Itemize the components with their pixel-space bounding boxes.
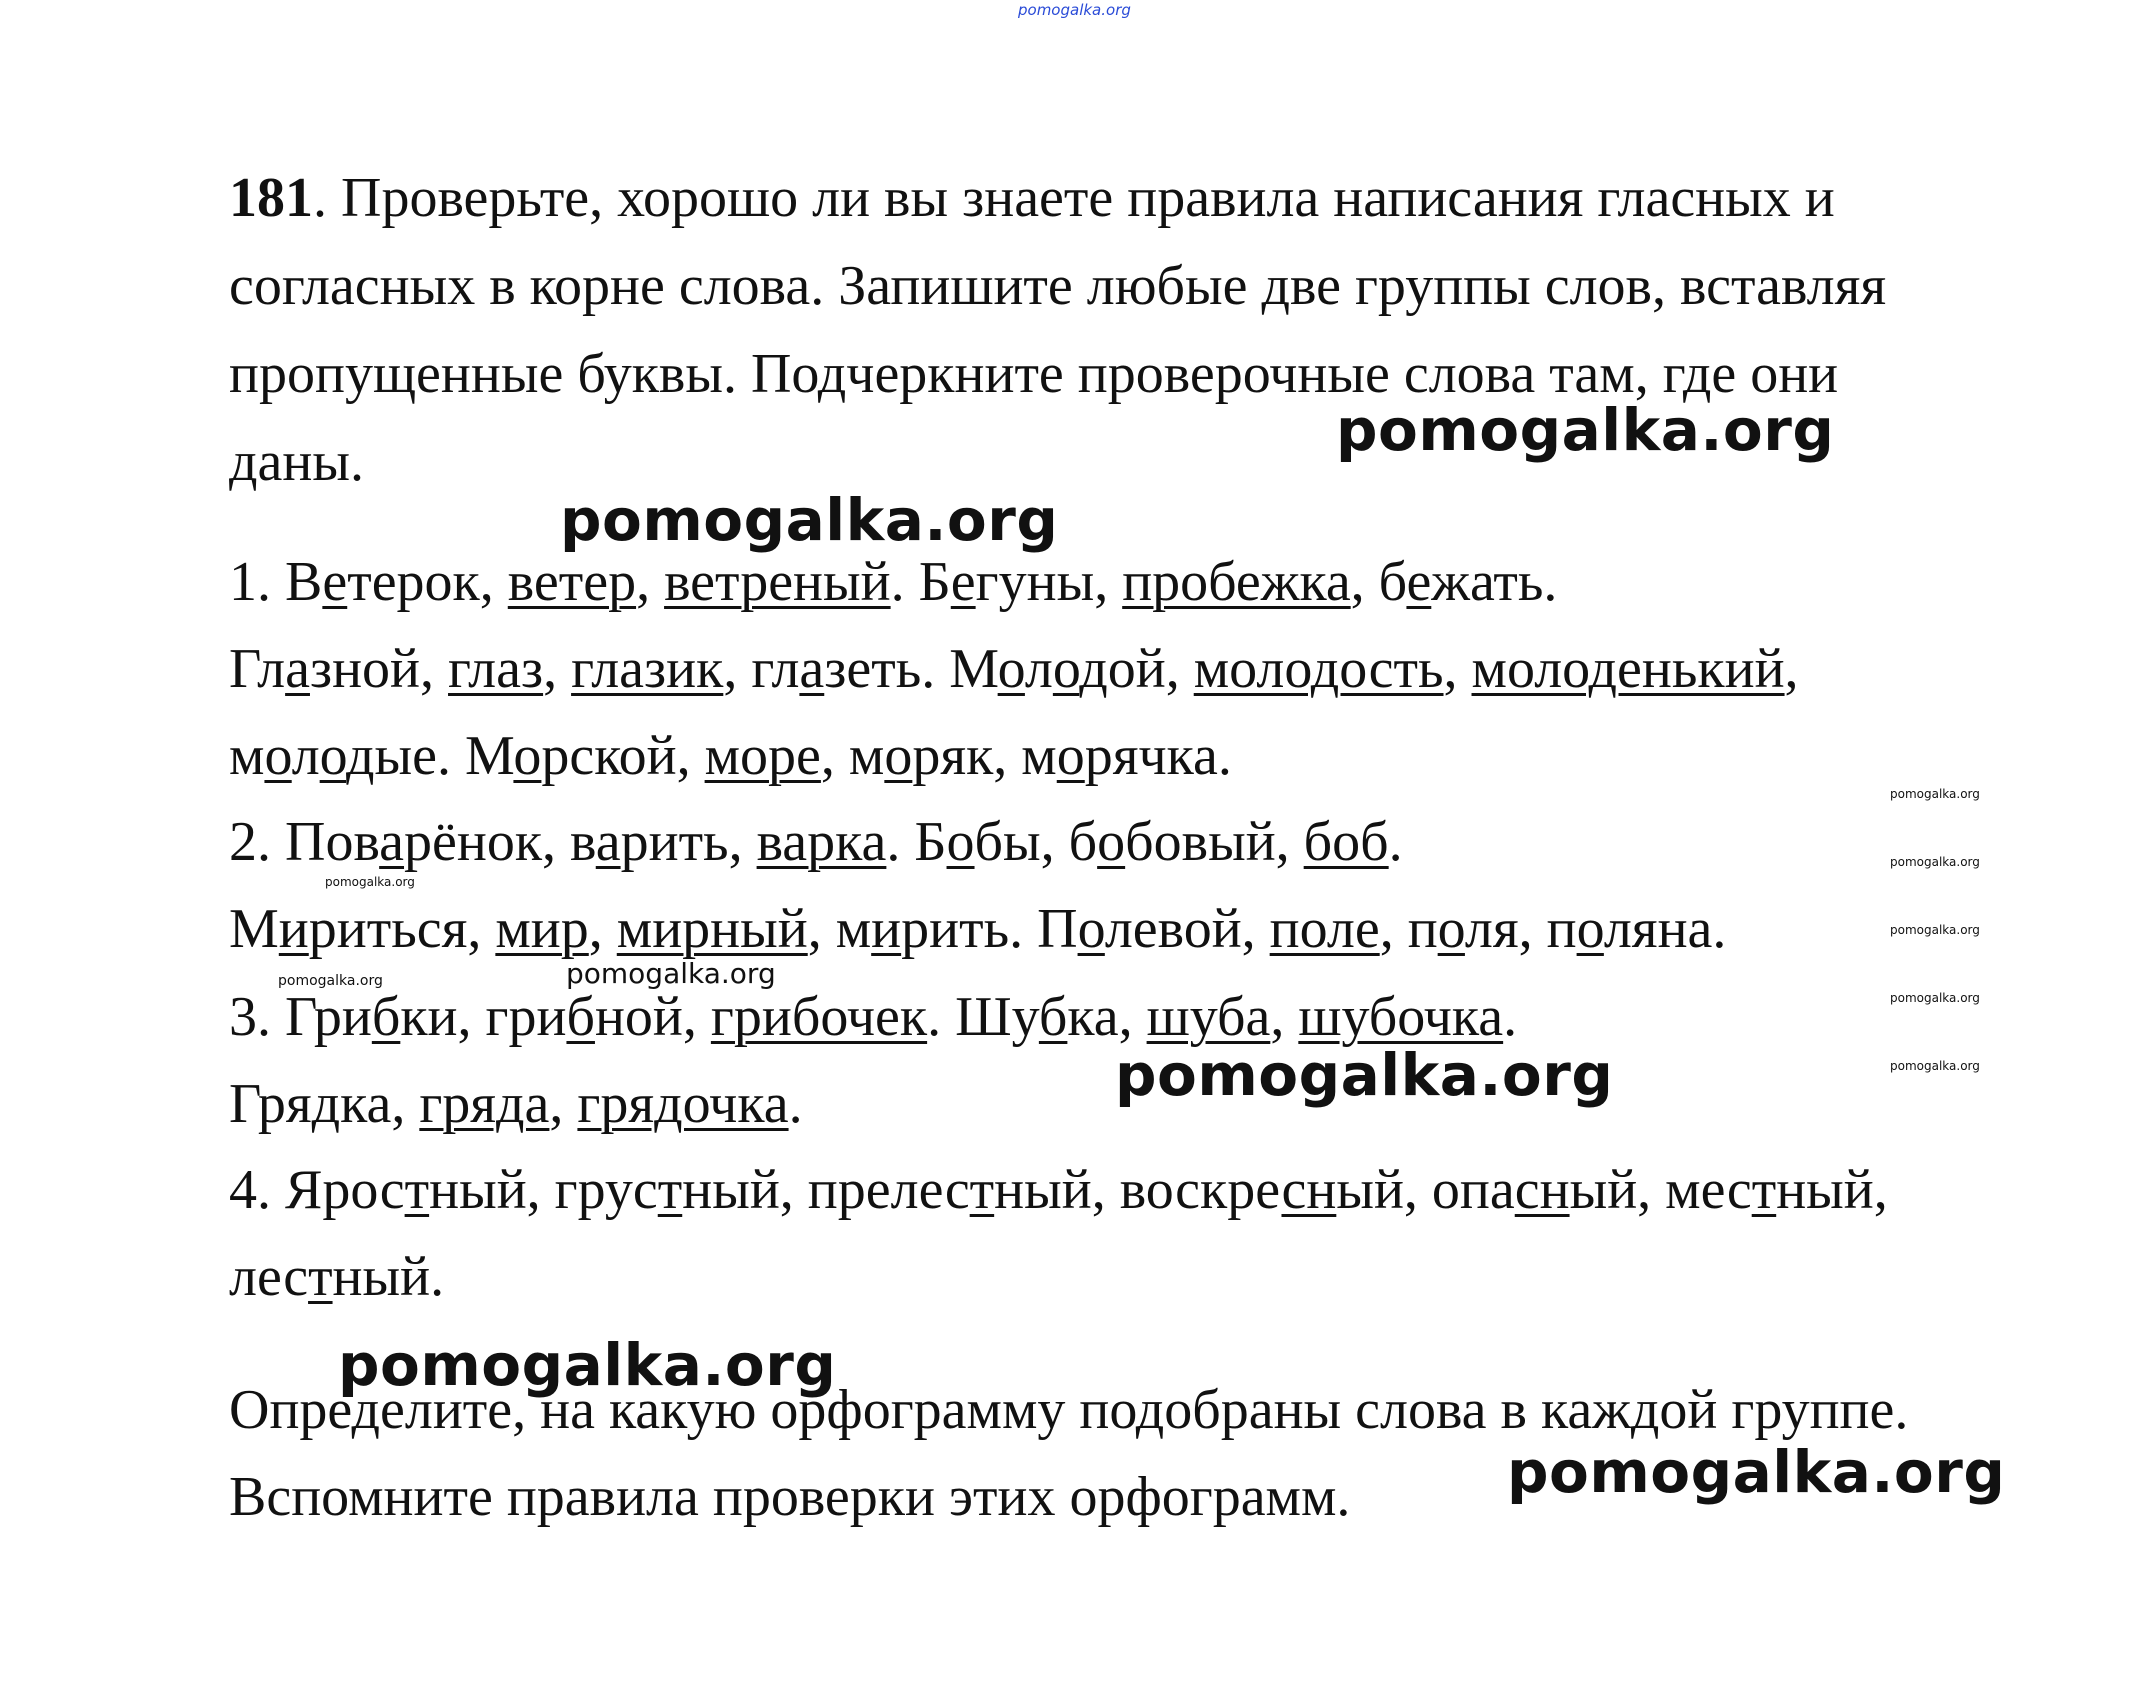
- text-segment: ка,: [340, 1073, 420, 1135]
- closing-line-2: Вспомните правила проверки этих орфограмм.: [229, 1466, 1351, 1528]
- underlined-segment: о: [1077, 898, 1105, 960]
- underlined-segment: т: [969, 1159, 995, 1221]
- text-segment: Гря: [229, 1073, 312, 1135]
- text-segment: 1. В: [229, 551, 323, 613]
- text-segment: ,: [1443, 638, 1472, 700]
- text-segment: ляна.: [1603, 898, 1727, 960]
- text-segment: , м: [807, 898, 872, 960]
- task-intro-line-4: даны.: [229, 431, 364, 493]
- text-segment: ый, мес: [1569, 1159, 1752, 1221]
- text-segment: рить. П: [901, 898, 1078, 960]
- text-segment: ки, гри: [400, 986, 567, 1048]
- answer-line: [229, 550, 1557, 614]
- answer-line: [229, 637, 1799, 701]
- underlined-segment: грядочка: [577, 1073, 789, 1135]
- text-segment: , п: [1379, 898, 1438, 960]
- answer-line: [229, 724, 1232, 788]
- watermark-large: pomogalka.org: [338, 1331, 837, 1399]
- text-segment: .: [1503, 986, 1518, 1048]
- underlined-segment: море: [704, 725, 821, 787]
- answer-line: [229, 897, 1726, 961]
- underlined-segment: поле: [1269, 898, 1380, 960]
- watermark-small: pomogalka.org: [1890, 855, 1980, 869]
- underlined-segment: т: [657, 1159, 683, 1221]
- text-segment: рячка.: [1084, 725, 1232, 787]
- answer-line: [229, 1158, 1888, 1222]
- underlined-segment: глаз: [448, 638, 544, 700]
- answer-line: [229, 985, 1517, 1049]
- text-segment: ,: [1784, 638, 1799, 700]
- text-segment: с: [379, 1159, 405, 1221]
- underlined-segment: б: [566, 986, 595, 1048]
- task-intro-line-2: согласных в корне слова. Запишите любые две группы слов, вставляя: [229, 255, 1887, 317]
- text-segment: ,: [543, 638, 572, 700]
- text-segment: ,: [588, 898, 617, 960]
- text-segment: . Б: [890, 551, 951, 613]
- text-segment: бы, б: [974, 811, 1098, 873]
- underlined-segment: ветреный: [664, 551, 891, 613]
- underlined-segment: молоденький: [1471, 638, 1785, 700]
- underlined-segment: а: [379, 811, 405, 873]
- underlined-segment: и: [871, 898, 902, 960]
- underlined-segment: мирный: [616, 898, 808, 960]
- underlined-segment: б: [371, 986, 401, 1048]
- underlined-segment: о: [1576, 898, 1604, 960]
- watermark-small: pomogalka.org: [278, 973, 383, 989]
- underlined-segment: мир: [495, 898, 589, 960]
- text-segment: ,: [636, 551, 665, 613]
- answer-line: [229, 1245, 444, 1309]
- text-segment: ный, гру: [429, 1159, 633, 1221]
- text-segment: ый, опа: [1336, 1159, 1515, 1221]
- answer-line: [229, 810, 1403, 874]
- text-segment: рёнок, в: [404, 811, 596, 873]
- underlined-segment: шуба: [1146, 986, 1271, 1048]
- watermark-small: pomogalka.org: [1890, 1059, 1980, 1073]
- text-segment: лес: [229, 1246, 309, 1308]
- underlined-segment: о: [946, 811, 975, 873]
- underlined-segment: о: [264, 725, 292, 787]
- text-segment: ка,: [1067, 986, 1147, 1048]
- text-segment: терок,: [347, 551, 508, 613]
- text-segment: .: [1388, 811, 1403, 873]
- underlined-segment: а: [285, 638, 310, 700]
- underlined-segment: молодость: [1193, 638, 1444, 700]
- text-segment: ,: [1270, 986, 1299, 1048]
- underlined-segment: т: [308, 1246, 333, 1308]
- underlined-segment: боб: [1303, 811, 1389, 873]
- underlined-segment: а: [799, 638, 825, 700]
- text-segment: зной,: [309, 638, 449, 700]
- underlined-segment: б: [1038, 986, 1068, 1048]
- text-segment: .: [788, 1073, 803, 1135]
- watermark-medium: pomogalka.org: [566, 957, 776, 990]
- watermark-small: pomogalka.org: [325, 875, 415, 889]
- text-segment: ной,: [594, 986, 711, 1048]
- text-segment: Гл: [229, 638, 286, 700]
- underlined-segment: ветер: [507, 551, 637, 613]
- text-segment: зеть. М: [824, 638, 998, 700]
- text-segment: , м: [820, 725, 885, 787]
- underlined-segment: о: [997, 638, 1025, 700]
- underlined-segment: сн: [1281, 1159, 1337, 1221]
- text-segment: риться,: [308, 898, 496, 960]
- text-segment: левой,: [1104, 898, 1270, 960]
- text-segment: . Шу: [927, 986, 1039, 1048]
- underlined-segment: а: [595, 811, 621, 873]
- text-segment: ряк, м: [912, 725, 1057, 787]
- text-segment: л: [291, 725, 320, 787]
- underlined-segment: о: [319, 725, 347, 787]
- text-segment: рить,: [620, 811, 757, 873]
- text-segment: гуны,: [975, 551, 1123, 613]
- underlined-segment: о: [513, 725, 542, 787]
- text-segment: ,: [549, 1073, 578, 1135]
- text-segment: дые. М: [346, 725, 514, 787]
- closing-line-1: Определите, на какую орфограмму подобраны слова в каждой группе.: [229, 1379, 1909, 1441]
- underlined-segment: о: [1437, 898, 1465, 960]
- text-segment: , б: [1350, 551, 1407, 613]
- underlined-segment: о: [884, 725, 913, 787]
- underlined-segment: пробежка: [1122, 551, 1351, 613]
- text-segment: ля, п: [1464, 898, 1577, 960]
- text-segment: рской,: [541, 725, 705, 787]
- task-number: 181: [229, 167, 313, 229]
- underlined-segment: сн: [1514, 1159, 1570, 1221]
- underlined-segment: шубочка: [1298, 986, 1504, 1048]
- watermark-small: pomogalka.org: [1890, 923, 1980, 937]
- underlined-segment: д: [311, 1073, 341, 1135]
- underlined-segment: о: [1052, 638, 1080, 700]
- text-segment: бовый,: [1125, 811, 1304, 873]
- underlined-segment: варка: [756, 811, 887, 873]
- text-segment: л: [1024, 638, 1053, 700]
- underlined-segment: е: [322, 551, 348, 613]
- underlined-segment: т: [404, 1159, 430, 1221]
- text-segment: . Б: [886, 811, 947, 873]
- watermark-small: pomogalka.org: [1890, 787, 1980, 801]
- text-segment: ный.: [332, 1246, 445, 1308]
- underlined-segment: гряда: [419, 1073, 550, 1135]
- text-segment: 2. Пов: [229, 811, 380, 873]
- task-intro-line-3: пропущенные буквы. Подчеркните проверочные слова там, где они: [229, 343, 1839, 405]
- task-intro-text: . Проверьте, хорошо ли вы знаете правила написания гласных и: [313, 167, 1835, 229]
- underlined-segment: о: [1056, 725, 1085, 787]
- text-segment: м: [229, 725, 265, 787]
- text-segment: ный,: [1776, 1159, 1888, 1221]
- underlined-segment: е: [1406, 551, 1432, 613]
- underlined-segment: т: [1751, 1159, 1777, 1221]
- underlined-segment: и: [278, 898, 309, 960]
- watermark-large: pomogalka.org: [1336, 396, 1835, 464]
- watermark-large: pomogalka.org: [1115, 1041, 1614, 1109]
- text-segment: жать.: [1431, 551, 1558, 613]
- text-segment: ный, прелес: [682, 1159, 970, 1221]
- underlined-segment: грибочек: [710, 986, 928, 1048]
- watermark-large: pomogalka.org: [1507, 1438, 2006, 1506]
- watermark-large: pomogalka.org: [560, 486, 1059, 554]
- text-segment: 3. Гри: [229, 986, 372, 1048]
- text-segment: М: [229, 898, 279, 960]
- text-segment: с: [632, 1159, 658, 1221]
- text-segment: ный, воскре: [994, 1159, 1282, 1221]
- text-segment: дой,: [1079, 638, 1194, 700]
- underlined-segment: е: [950, 551, 976, 613]
- underlined-segment: о: [1097, 811, 1126, 873]
- task-intro-line-1: [229, 166, 1835, 230]
- watermark-top: pomogalka.org: [1018, 1, 1131, 19]
- text-segment: 4. Яро: [229, 1159, 380, 1221]
- answer-line: [229, 1072, 803, 1136]
- watermark-small: pomogalka.org: [1890, 991, 1980, 1005]
- text-segment: , гл: [723, 638, 800, 700]
- underlined-segment: глазик: [571, 638, 724, 700]
